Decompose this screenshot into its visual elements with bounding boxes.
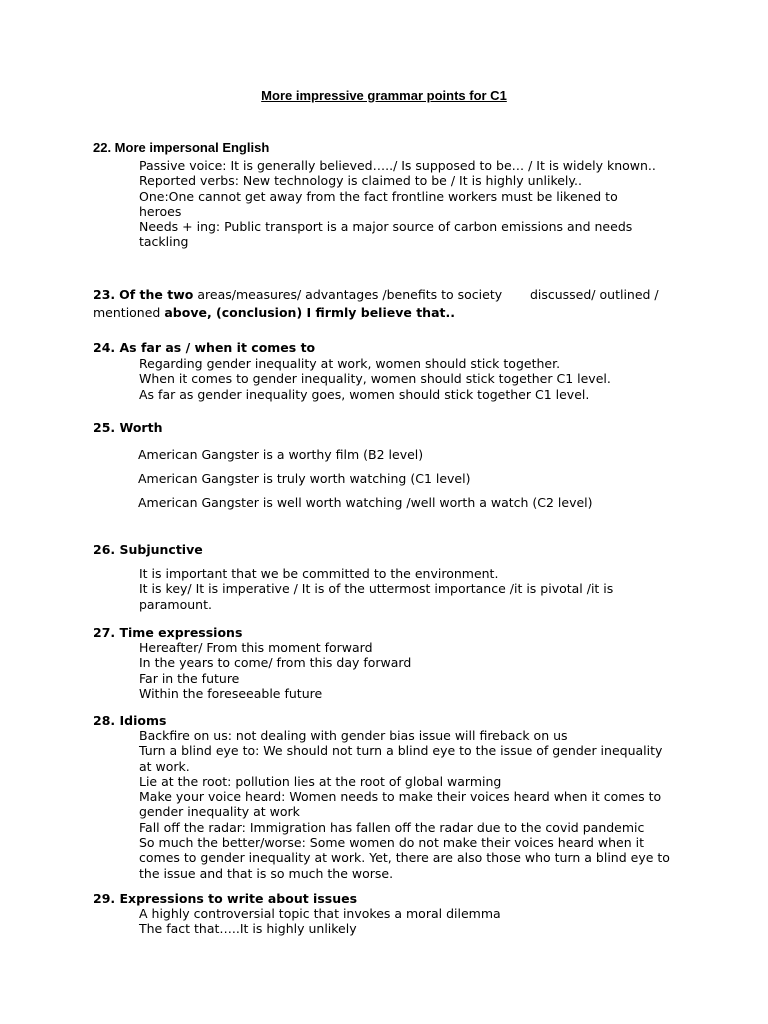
line: It is important that we be committed to the environment. — [139, 566, 499, 581]
section-body — [139, 640, 674, 701]
line: Backfire on us: not dealing with gender bias issue will fireback on us — [139, 728, 568, 743]
section-heading: 22. More impersonal English — [93, 140, 270, 155]
section-23 — [93, 286, 673, 322]
section-26 — [93, 542, 693, 612]
line: American Gangster is truly worth watching (C1 level) — [138, 470, 471, 486]
line: Make your voice heard: Women needs to make their voices heard when it comes to gender inequality at work — [139, 789, 662, 820]
line: American Gangster is well worth watching /well worth a watch (C2 level) — [138, 494, 593, 510]
line: When it comes to gender inequality, women should stick together C1 level. — [139, 371, 611, 387]
line: American Gangster is a worthy film (B2 level) — [138, 447, 424, 462]
line: Passive voice: It is generally believed…../ Is supposed to be… / It is widely known.. — [139, 158, 656, 173]
section-body — [138, 447, 673, 510]
section-heading: 29. Expressions to write about issues — [93, 891, 358, 906]
line: As far as gender inequality goes, women should stick together C1 level. — [139, 386, 590, 402]
section-25 — [93, 420, 693, 519]
line: A highly controversial topic that invokes a moral dilemma — [139, 906, 501, 921]
section-29 — [93, 891, 693, 937]
body-text: areas/measures/ advantages /benefits to society discussed/ outlined / mentioned — [93, 287, 663, 320]
section-body — [139, 356, 674, 402]
section-heading: 23. — [93, 287, 116, 302]
section-24 — [93, 340, 693, 402]
line: Lie at the root: pollution lies at the root of global warming — [139, 773, 502, 789]
line: Regarding gender inequality at work, women should stick together. — [139, 356, 561, 371]
section-body — [139, 906, 674, 937]
document-title: More impressive grammar points for C1 — [261, 88, 507, 103]
section-body — [139, 566, 659, 612]
section-heading: 26. Subjunctive — [93, 542, 203, 557]
line: It is key/ It is imperative / It is of the uttermost importance /it is pivotal /it is paramount. — [139, 581, 614, 612]
bold-phrase: Of the two — [119, 287, 194, 302]
line: Far in the future — [139, 670, 240, 686]
line: So much the better/worse: Some women do not make their voices heard when it comes to gender inequality at work. Yet, there are also those who turn a blind eye to the issue and that is so much the worse. — [139, 835, 670, 881]
line: Hereafter/ From this moment forward — [139, 640, 373, 655]
section-heading: 24. As far as / when it comes to — [93, 340, 316, 355]
line: Turn a blind eye to: We should not turn a blind eye to the issue of gender inequality at work. — [139, 743, 663, 774]
line: One:One cannot get away from the fact frontline workers must be likened to heroes — [139, 188, 618, 219]
section-28 — [93, 713, 693, 881]
section-heading: 25. Worth — [93, 420, 163, 435]
line: Fall off the radar: Immigration has fallen off the radar due to the covid pandemic — [139, 819, 645, 835]
section-body — [139, 158, 659, 250]
line: Reported verbs: New technology is claimed to be / It is highly unlikely.. — [139, 173, 582, 189]
line: Needs + ing: Public transport is a major source of carbon emissions and needs tackling — [139, 219, 633, 250]
line: In the years to come/ from this day forward — [139, 655, 412, 671]
section-27 — [93, 625, 693, 701]
section-body — [139, 728, 674, 881]
line: The fact that…..It is highly unlikely — [139, 921, 357, 937]
section-22 — [93, 140, 693, 250]
section-heading: 27. Time expressions — [93, 625, 243, 640]
bold-phrase: above, (conclusion) I firmly believe that.. — [164, 305, 455, 320]
section-heading: 28. Idioms — [93, 713, 167, 728]
line: Within the foreseeable future — [139, 685, 323, 701]
